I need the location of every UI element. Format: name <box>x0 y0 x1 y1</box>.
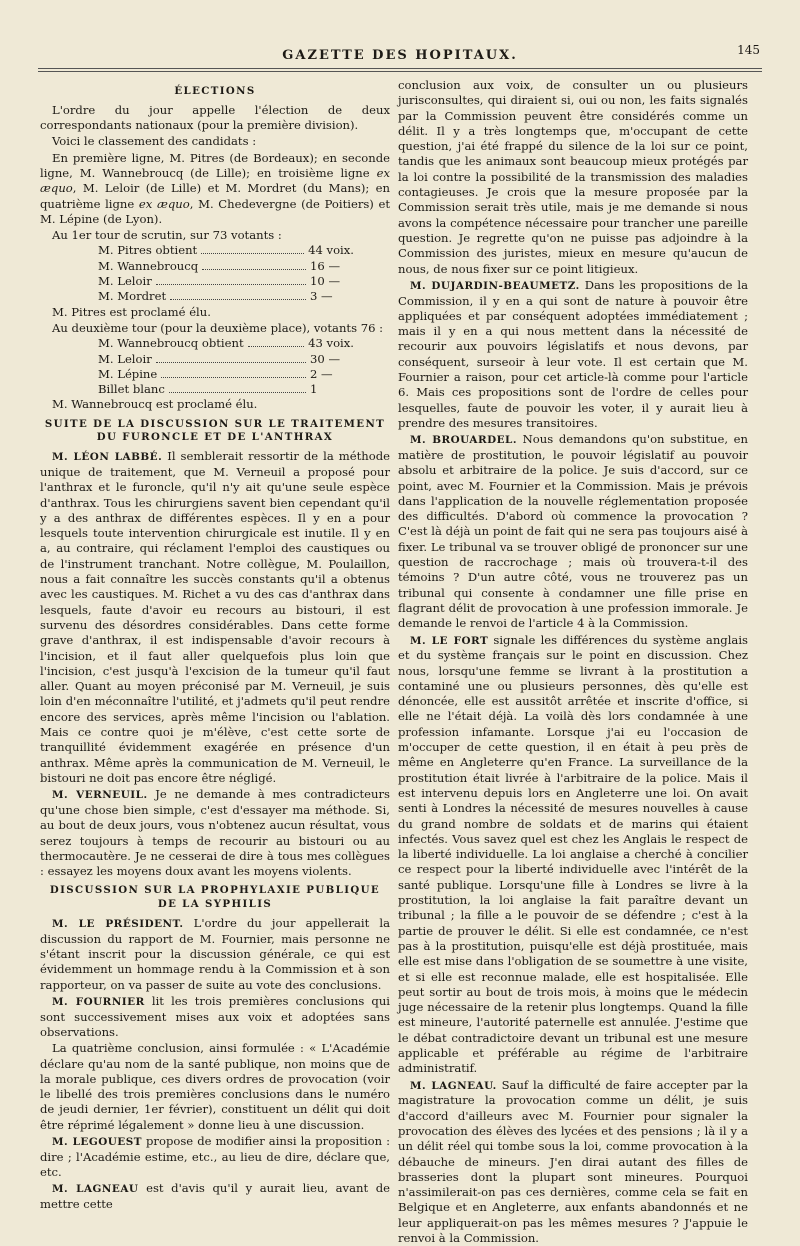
second-ballot-intro: Au deuxième tour (pour la deuxième place), votants 76 : <box>52 320 384 335</box>
masthead-title: GAZETTE DES HOPITAUX. <box>282 48 518 63</box>
lagneau-second-speech: M. LAGNEAU. Sauf la difficulté de faire accepter par la magistrature la provocation comme un délit, je suis d'accord d'ailleurs avec M. Fournier pour signaler la provocation des élèves des lycées et des pensions ; là il y a un délit réel qui tombe sous la loi, comme provocation à la débauche de mineurs. J'en dirai autant des filles de brasseries dont la plupart sont mineures. Pourquoi n'assimilerait-on pas ces dernières, comme cela se fait en Belgique et en Angleterre, aux enfants abandonnés et ne leur appliquerait-on pas les mêmes mesures ? J'appuie le renvoi à la Commission. <box>398 1077 748 1246</box>
vote-row: M. Lépine 2 — <box>98 366 333 381</box>
first-ballot-intro: Au 1er tour de scrutin, sur 73 votants : <box>52 228 282 243</box>
lagneau-statement-continued: conclusion aux voix, de consulter un ou plusieurs jurisconsultes, qui diraient si, oui ou non, les faits signalés par la Commission peuvent être considérés comme un délit. Il y a très longtemps que, m'occupant de cette question, j'ai été frappé du silence de la loi sur ce point, tandis que les animaux sont beaucoup mieux protégés par la loi contre la possibilité de la transmission des maladies contagieuses. Je crois que la mesure proposée par la Commission serait très utile, mais je me demande si nous avons la compétence nécessaire pour trancher une pareille question. Je regrette qu'on ne puisse pas adjoindre à la Commission des juristes, mieux en mesure qu'aucun de nous, de nous fixer sur ce point litigieux. <box>398 78 748 276</box>
lagneau-statement-start: M. LAGNEAU est d'avis qu'il y aurait lieu, avant de mettre cette <box>40 1181 391 1212</box>
header-rule-bottom <box>38 71 762 72</box>
header-rule-top <box>38 68 762 69</box>
vote-row: M. Wannebroucq 16 — <box>98 258 341 273</box>
fourth-conclusion: La quatrième conclusion, ainsi formulée : « L'Académie déclare qu'au nom de la santé publique, non moins que de la morale publique, ces divers ordres de provocation (voir le libellé des trois premières conclusions dans le numéro de jeudi dernier, 1er février), constituent un délit qui doit être réprimé légalement » donne lieu à une discussion. <box>40 1041 390 1132</box>
vote-row: Billet blanc 1 <box>98 382 318 397</box>
labbe-speech: M. LÉON LABBÉ. Il semblerait ressortir de la méthode unique de traitement, que M. Verneuil a proposé pour l'anthrax et le furoncle, qu'il n'y ait qu'une seule espèce d'anthrax. Tous les chirurgiens savent bien cependant qu'il y a des anthrax de différentes espèces. Il y en a pour lesquels toute intervention chirurgicale est inutile. Il y en a, au contraire, qui réclament l'emploi des caustiques ou de l'instrument tranchant. Notre collègue, M. Poulaillon, nous a fait connaître les succès constants qu'il a obtenus avec les caustiques. M. Richet a vu des cas d'anthrax dans lesquels, faute d'avoir eu recours au bistouri, il est survenu des désordres considérables. Dans cette forme grave d'anthrax, il est indispensable d'avoir recours à l'incision, et il faut aller quelquefois plus loin que l'incision, c'est jusqu'à l'excision de la tumeur qu'il faut aller. Quant au moyen préconisé par M. Verneuil, je suis loin d'en méconnaître l'utilité, et j'admets qu'il peut rendre encore des services, après même l'incision ou l'ablation. Mais ce contre quoi je m'élève, c'est cette sorte de tranquillité évidemment exagérée en présence d'un anthrax. Même après la communication de M. Verneuil, le bistouri ne doit pas encore être négligé. <box>40 449 390 785</box>
vote-row: M. Pitres obtient 44 voix. <box>98 243 354 258</box>
candidates-ranking: En première ligne, M. Pitres (de Bordeaux); en seconde ligne, M. Wannebroucq (de Lille); en troisième ligne ex æquo, M. Leloir (de Lille) et M. Mordret (du Mans); en quatrième ligne ex æquo, M. Chedevergne (de Poitiers) et M. Lépine (de Lyon). <box>40 150 390 226</box>
vote-row: M. Wannebroucq obtient 43 voix. <box>98 336 354 351</box>
lefort-speech: M. LE FORT signale les différences du système anglais et du système français sur le point en discussion. Chez nous, lorsqu'une femme se livrant à la prostitution a contaminé une ou plusieurs personnes, dès qu'elle est dénoncée, elle est aussitôt arrêtée et inscrite d'office, si elle ne l'était déjà. La voilà dès lors condamnée à une profession infamante. Lorsque j'ai eu l'occasion de m'occuper de cette question, il en était à peu près de même en Angleterre qu'en France. La surveillance de la prostitution était livrée à l'arbitraire de la police. Mais il est intervenu depuis lors en Angleterre une loi. On avait senti à Londres la nécessité de mesures nouvelles à cause du grand nombre de soldats et de marins qui étaient infectés. Vous savez quel est chez les Anglais le respect de la liberté individuelle. La loi anglaise a cherché à concilier ce respect pour la liberté individuelle avec l'intérêt de la santé publique. Lorsqu'une fille à Londres se livre à la prostitution, la loi anglaise la fait paraître devant un tribunal ; la fille a le pouvoir de se défendre ; c'est à la partie de prouver le délit. Si elle est condamnée, ce n'est pas à la prostitution, puisqu'elle est déjà prostituée, mais elle est mise dans l'obligation de se soumettre à une visite, et si elle est reconnue malade, elle est hospitalisée. Elle peut sortir au bout de trois mois, à moins que le médecin juge nécessaire de la retenir plus longtemps. Quand la fille est mineure, l'autorité paternelle est annulée. J'estime que le débat contradictoire devant un tribunal est une mesure applicable et préférable au régime de l'arbitraire administratif. <box>398 632 749 1076</box>
page-number: 145 <box>737 43 760 57</box>
president-speech: M. LE PRÉSIDENT. L'ordre du jour appellerait la discussion du rapport de M. Fournier, mais personne ne s'étant inscrit pour la discussion générale, ce qui est évidemment un hommage rendu à la Commission et à son rapporteur, on va passer de suite au vote des conclusions. <box>40 915 391 992</box>
verneuil-speech: M. VERNEUIL. Je ne demande à mes contradicteurs qu'une chose bien simple, c'est d'essayer ma méthode. Si, au bout de deux jours, vous n'obtenez aucun résultat, vous serez toujours à temps de recourir au bistouri ou au thermocautère. Je ne cesserai de dire à tous mes collègues : essayez les moyens doux avant les moyens violents. <box>40 787 390 879</box>
syphilis-heading: DISCUSSION SUR LA PROPHYLAXIE PUBLIQUE DE LA SYPHILIS <box>49 884 381 911</box>
first-elected: M. Pitres est proclamé élu. <box>52 304 211 319</box>
legouest-statement: M. LEGOUEST propose de modifier ainsi la proposition : dire ; l'Académie estime, etc., au lieu de dire, déclare que, etc. <box>40 1133 391 1180</box>
second-elected: M. Wannebroucq est proclamé élu. <box>52 397 258 412</box>
dujardin-speech: M. DUJARDIN-BEAUMETZ. Dans les propositions de la Commission, il y en a qui sont de nature à pouvoir être appliquées et par conséquent adoptées immédiatement ; mais il y en a qui nous mettent dans la nécessité de recourir aux pouvoirs législatifs et nous devons, par conséquent, surseoir à leur vote. Il est certain que M. Fournier a raison, pour cet article-là comme pour l'article 6. Mais ces propositions sont de l'ordre de celles pour lesquelles, faute de pouvoir les voter, il y aurait lieu à prendre des mesures transitoires. <box>398 277 749 430</box>
vote-row: M. Mordret 3 — <box>98 289 333 304</box>
elections-heading: ÉLECTIONS <box>174 85 256 97</box>
furoncle-heading: SUITE DE LA DISCUSSION SUR LE TRAITEMENT DU FURONCLE ET DE L'ANTHRAX <box>44 417 386 444</box>
left-column <box>40 80 390 1212</box>
right-column <box>398 78 748 1246</box>
candidates-intro: Voici le classement des candidats : <box>52 134 257 149</box>
vote-row: M. Leloir 10 — <box>98 274 341 289</box>
fournier-statement: M. FOURNIER lit les trois premières conclusions qui sont successivement mises aux voix et adoptées sans observations. <box>40 993 390 1039</box>
vote-row: M. Leloir 30 — <box>98 351 341 366</box>
elections-intro: L'ordre du jour appelle l'élection de deux correspondants nationaux (pour la première division). <box>40 102 390 133</box>
brouardel-speech: M. BROUARDEL. Nous demandons qu'on substitue, en matière de prostitution, le pouvoir législatif au pouvoir absolu et arbitraire de la police. Je suis d'accord, sur ce point, avec M. Fournier et la Commission. Mais je prévois dans l'application de la nouvelle réglementation proposée des difficultés. D'abord où commence la provocation ? C'est là déjà un point de fait qui ne sera pas toujours aisé à fixer. Le tribunal va se trouver obligé de prononcer sur une question de raccrochage ; mais où trouvera-t-il des témoins ? D'un autre côté, vous ne trouverez pas un tribunal qui consente à condamner une fille prise en flagrant délit de provocation à une profession immorale. Je demande le renvoi de l'article 4 à la Commission. <box>398 432 749 631</box>
